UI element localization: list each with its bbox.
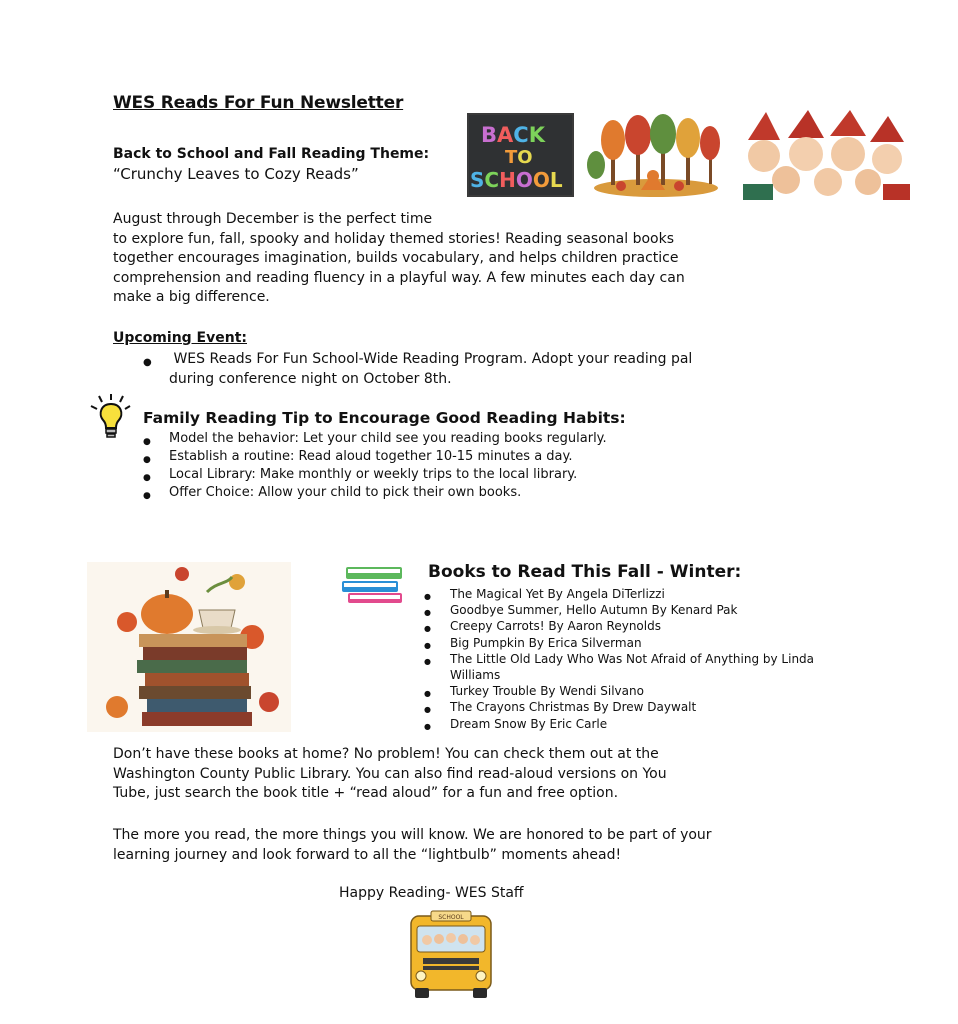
chalk-letter: B — [481, 123, 498, 147]
tip-text: Model the behavior: Let your child see you reading books regularly. — [169, 431, 607, 446]
book-title: The Little Old Lady Who Was Not Afraid of Anything by Linda Williams — [450, 651, 815, 683]
bullet: ● — [424, 721, 431, 731]
bullet: ● — [143, 455, 151, 465]
list-item — [424, 683, 844, 699]
christmas-elves-image — [738, 110, 910, 200]
book-title: The Magical Yet By Angela DiTerlizzi — [450, 587, 665, 601]
chalk-letter: L — [549, 168, 563, 192]
lightbulb-icon — [87, 392, 131, 440]
chalk-letter: C — [513, 123, 529, 147]
list-item — [424, 618, 844, 634]
bullet: ● — [143, 491, 151, 501]
bullet: ● — [424, 656, 431, 666]
list-item — [424, 716, 844, 732]
school-bus-image — [393, 908, 509, 1004]
event-list — [143, 350, 833, 389]
books-heading: Books to Read This Fall - Winter: — [428, 562, 742, 582]
list-item — [143, 484, 607, 502]
tip-text: Establish a routine: Read aloud together 10-15 minutes a day. — [169, 449, 573, 464]
intro-line: make a big difference. — [113, 289, 270, 305]
chalk-letter: O — [517, 147, 533, 168]
book-title: Creepy Carrots! By Aaron Reynolds — [450, 619, 661, 634]
event-line: WES Reads For Fun School-Wide Reading Program. Adopt your reading pal — [169, 351, 693, 367]
back-to-school-image — [467, 113, 574, 197]
intro-line: together encourages imagination, builds vocabulary, and helps children practice — [113, 250, 679, 266]
book-title: Dream Snow By Eric Carle — [450, 716, 608, 731]
tips-list — [143, 430, 607, 502]
paragraph-line: The more you read, the more things you will know. We are honored to be part of your — [113, 827, 712, 843]
paragraph-line: Washington County Public Library. You can also find read-aloud versions on You — [113, 765, 667, 782]
bullet: ● — [143, 473, 151, 483]
bullet: ● — [424, 705, 431, 715]
chalk-letter: A — [497, 123, 514, 147]
signoff: Happy Reading- WES Staff — [339, 885, 524, 901]
bullet: ● — [424, 689, 431, 699]
list-item — [143, 350, 833, 389]
closing-paragraph — [113, 826, 863, 865]
bullet: ● — [143, 357, 152, 368]
tip-text: Offer Choice: Allow your child to pick their own books. — [169, 485, 522, 500]
event-heading: Upcoming Event: — [113, 330, 247, 346]
chalk-letter: O — [515, 168, 533, 192]
theme-subtitle: “Crunchy Leaves to Cozy Reads” — [113, 165, 359, 183]
list-item — [424, 651, 830, 683]
library-paragraph — [113, 745, 833, 804]
paragraph-line: Don’t have these books at home? No problem! You can check them out at the — [113, 746, 659, 762]
intro-paragraph — [113, 210, 833, 308]
svg-text:SCHOOL — [470, 168, 563, 192]
bullet: ● — [143, 437, 151, 447]
chalk-letter: S — [470, 168, 485, 192]
chalk-letter: C — [484, 168, 500, 192]
bus-sign-text: SCHOOL — [438, 914, 464, 921]
list-item — [143, 466, 607, 484]
event-line: during conference night on October 8th. — [169, 370, 452, 387]
list-item — [424, 635, 844, 651]
list-item — [143, 430, 607, 448]
paragraph-line: Tube, just search the book title + “read aloud” for a fun and free option. — [113, 785, 619, 801]
pumpkin-books-image — [87, 562, 291, 732]
list-item — [424, 586, 844, 602]
book-title: Big Pumpkin By Erica Silverman — [450, 635, 642, 650]
chalk-letter: H — [499, 168, 516, 192]
list-item — [424, 602, 844, 618]
bullet: ● — [424, 608, 431, 618]
newsletter-title: WES Reads For Fun Newsletter — [113, 93, 404, 113]
list-item — [143, 448, 607, 466]
autumn-forest-image — [581, 110, 731, 200]
intro-line: August through December is the perfect time — [113, 211, 433, 227]
book-title: Turkey Trouble By Wendi Silvano — [450, 684, 644, 699]
chalk-letter: K — [528, 123, 545, 147]
books-list — [424, 586, 844, 732]
chalk-letter: O — [532, 168, 550, 192]
tip-text: Local Library: Make monthly or weekly trips to the local library. — [169, 467, 578, 482]
svg-text:BACK — [481, 123, 546, 147]
theme-heading: Back to School and Fall Reading Theme: — [113, 146, 430, 162]
paragraph-line: learning journey and look forward to all the “lightbulb” moments ahead! — [113, 846, 622, 863]
svg-text:TO — [505, 147, 533, 168]
list-item — [424, 699, 844, 715]
bullet: ● — [424, 624, 431, 634]
intro-line: comprehension and reading fluency in a playful way. A few minutes each day can — [113, 269, 685, 286]
chalk-letter: T — [505, 147, 518, 168]
book-stack-icon — [338, 561, 410, 607]
book-title: The Crayons Christmas By Drew Daywalt — [450, 700, 697, 715]
tip-heading: Family Reading Tip to Encourage Good Reading Habits: — [143, 409, 626, 427]
intro-line: to explore fun, fall, spooky and holiday themed stories! Reading seasonal books — [113, 230, 674, 247]
bullet: ● — [424, 640, 431, 650]
book-title: Goodbye Summer, Hello Autumn By Kenard Pak — [450, 603, 738, 618]
bullet: ● — [424, 592, 431, 601]
